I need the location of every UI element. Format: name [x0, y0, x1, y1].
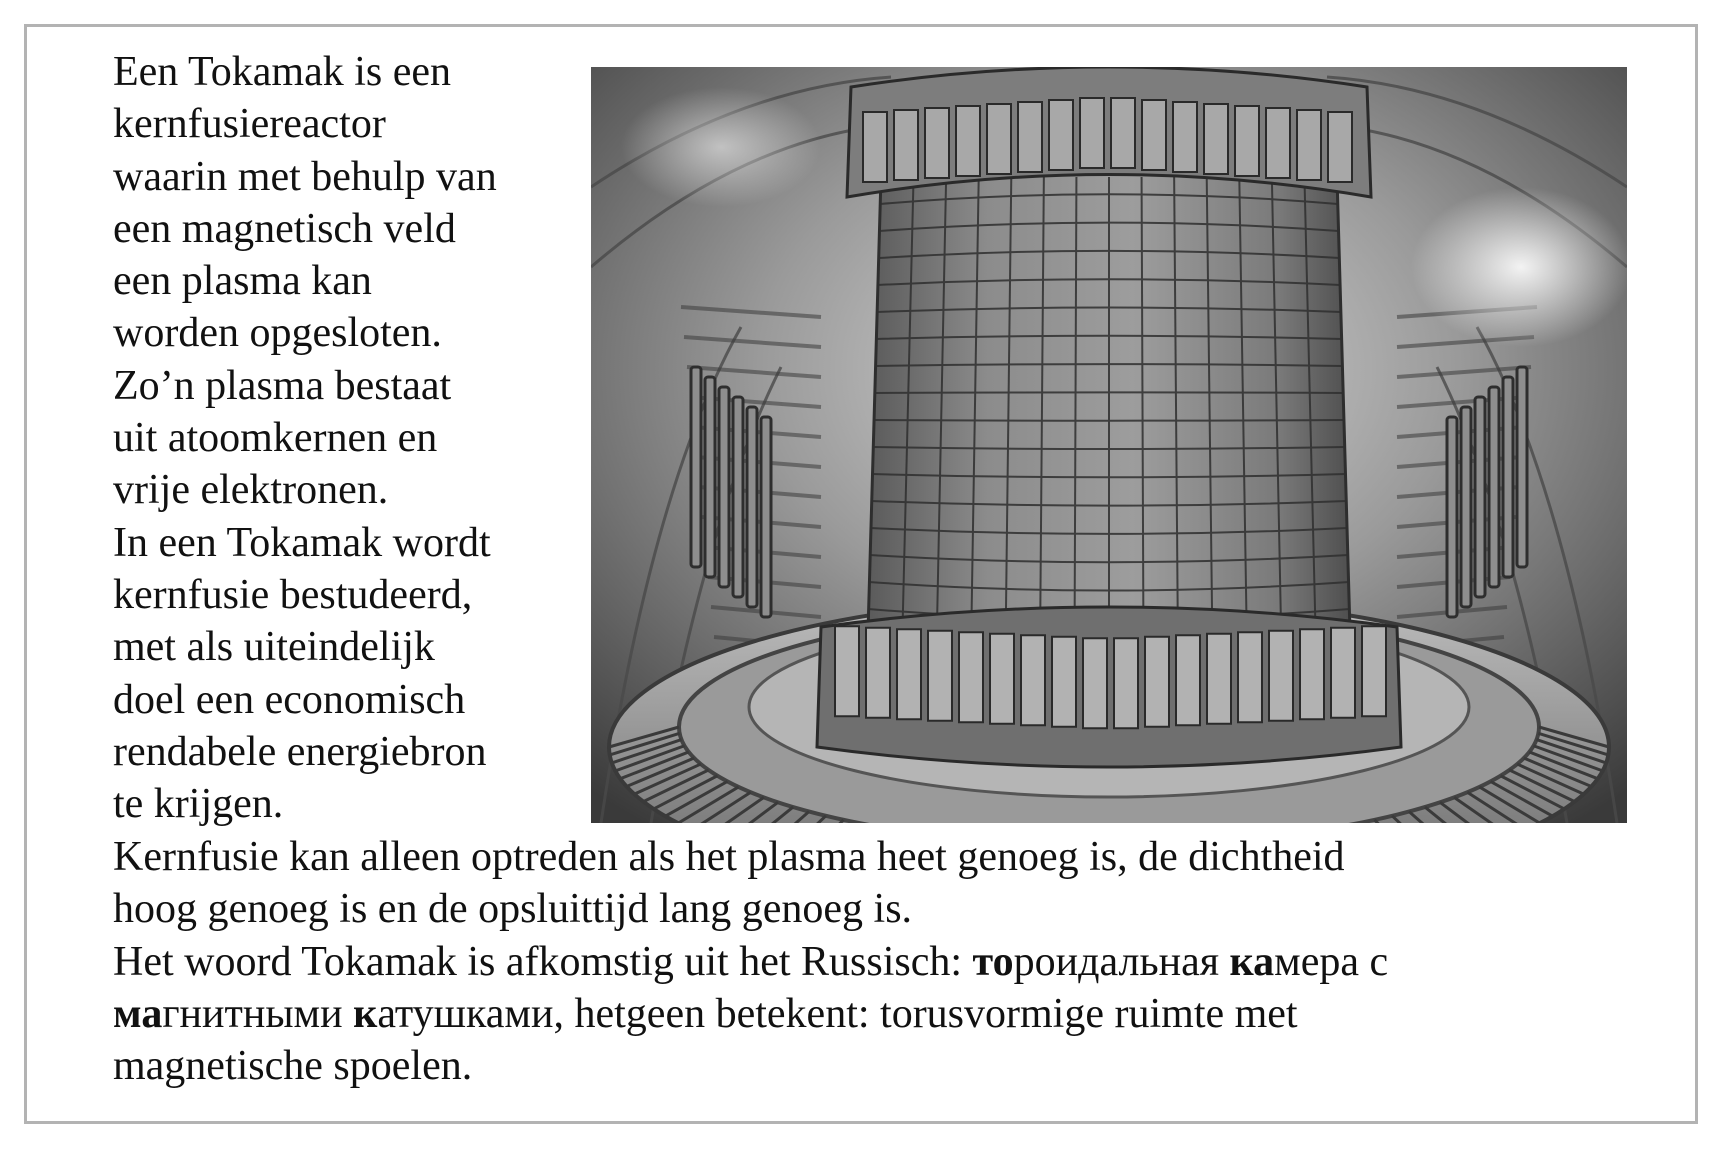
text-line: worden opgesloten. [113, 310, 442, 357]
text-line: hoog genoeg is en de opsluittijd lang genoeg is. [113, 886, 913, 933]
text-line: doel een economisch [113, 676, 466, 723]
text-line: te krijgen. [113, 781, 284, 828]
text-line: een magnetisch veld [113, 205, 456, 252]
text-line: In een Tokamak wordt [113, 519, 491, 566]
text-line: kernfusie bestudeerd, [113, 571, 473, 618]
etymology-line [113, 988, 1673, 1040]
etymology-line [113, 936, 1673, 988]
lower-paragraph [113, 831, 1673, 1092]
acronym-letters: то [972, 938, 1014, 985]
text-line: een plasma kan [113, 258, 372, 305]
text-run: роидальная [1013, 938, 1230, 985]
text-line: Een Tokamak is een [113, 49, 452, 95]
text-line: vrije elektronen. [113, 467, 389, 514]
intro-paragraph [113, 46, 583, 830]
text-run: мера с [1274, 938, 1389, 985]
text-run: атушками [377, 990, 554, 1037]
text-line: waarin met behulp van [113, 153, 497, 200]
acronym-letters: ка [1229, 938, 1275, 985]
text-run: Het woord Tokamak is afkomstig uit het Russisch: [113, 938, 973, 985]
text-line: met als uiteindelijk [113, 624, 435, 671]
acronym-letters: ма [113, 990, 163, 1037]
tokamak-photo [591, 67, 1627, 823]
text-line: Zo’n plasma bestaat [113, 362, 452, 409]
text-line: uit atoomkernen en [113, 415, 438, 462]
text-line: magnetische spoelen. [113, 1043, 473, 1090]
text-line: rendabele energiebron [113, 728, 487, 775]
text-run: , hetgeen betekent: torusvormige ruimte met [553, 990, 1298, 1037]
acronym-letters: к [353, 990, 378, 1037]
text-line: kernfusiereactor [113, 101, 386, 148]
text-line: Kernfusie kan alleen optreden als het plasma heet genoeg is, de dichtheid [113, 834, 1345, 880]
text-run: гнитными [162, 990, 354, 1037]
